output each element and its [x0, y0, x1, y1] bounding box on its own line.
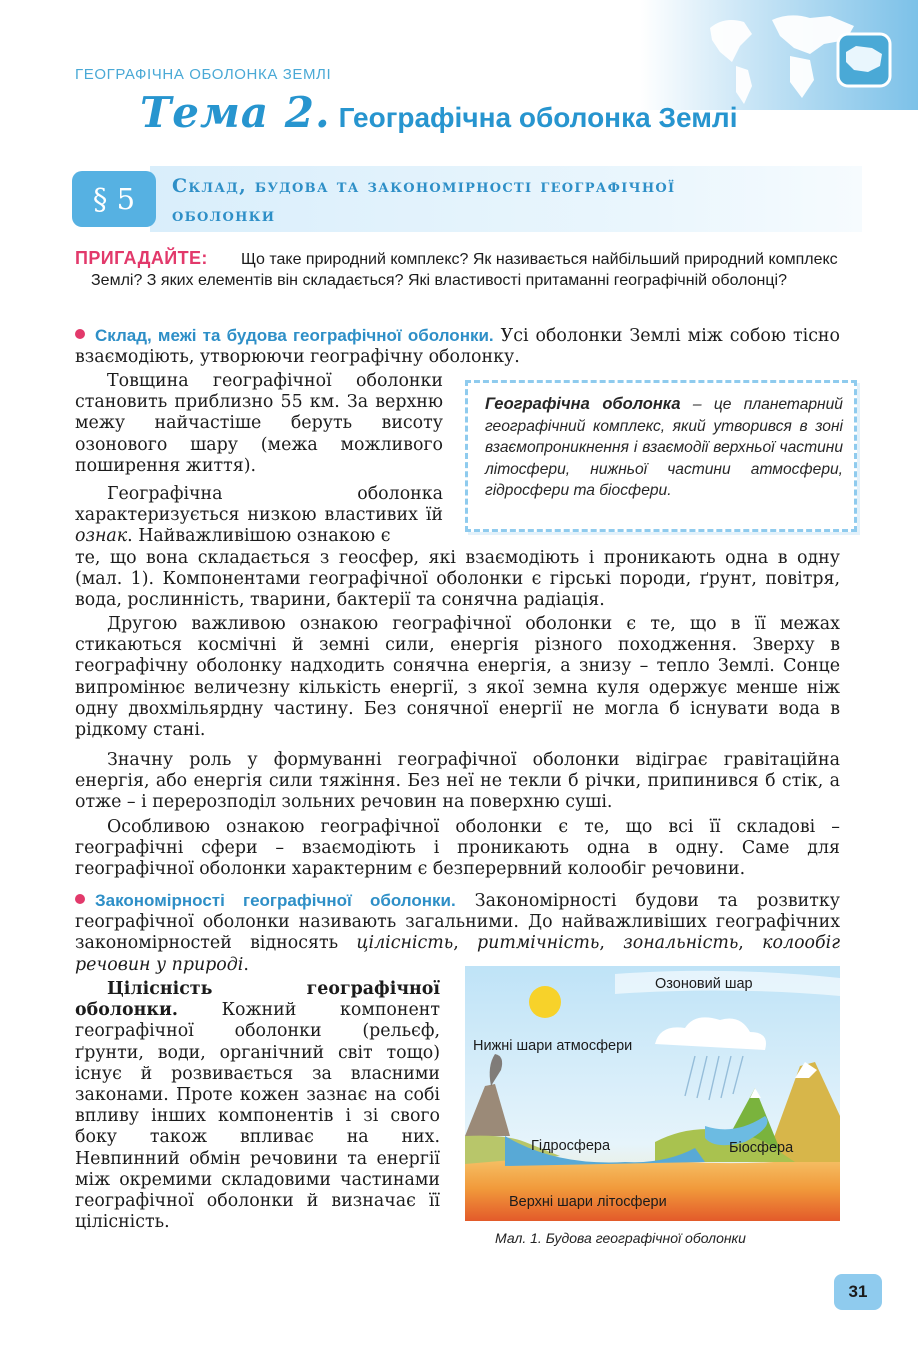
label-lithosphere: Верхні шари літосфери: [509, 1194, 667, 1210]
topic-word: Тема 2.: [140, 88, 331, 137]
figure-caption: Мал. 1. Будова географічної оболонки: [495, 1230, 746, 1246]
recall-block: [75, 248, 845, 291]
paragraph-interaction: Особливою ознакою географічної оболонки є те, що всі її складові – географічні сфери – взаємодіють і проникають одна в одну. Саме для географічної оболонки характерним є безперервний колообіг речовини.: [75, 817, 840, 880]
part1-heading-text: Усі оболонки Землі між собою тісно взаємодіють, утворюючи географічну оболонку.: [75, 326, 840, 368]
definition-text: [485, 394, 843, 502]
part2-text: Закономірності будови та розвитку географічної оболонки називають загальними. До найважливіших географічних закономірностей відносять: [75, 891, 840, 954]
integrity-heading: Цілісність географічної оболонки.: [75, 979, 440, 1021]
term-zonality: зональність: [623, 933, 739, 954]
definition-term: Географічна оболонка: [485, 395, 681, 413]
topic-title: Географічна оболонка Землі: [338, 102, 738, 133]
part2-heading: Закономірності географічної оболонки.: [95, 891, 456, 910]
label-ozone: Озоновий шар: [655, 976, 753, 992]
definition-body: – це планетарний географічний комплекс, який утворився в зоні взаємопроникнення і взаємодії верхньої частини літосфери, нижньої частини атмосфери, гідросфери та біосфери.: [485, 396, 843, 499]
integrity-text: Кожний компонент географічної оболонки (рельєф, ґрунти, води, органічний світ тощо) існує й розвивається за власними законами. Проте кожен зазнає на собі впливу інших компонентів і зі свого боку також впливає на них. Невпинний обмін речовини та енергії між окремими складовими частинами географічної оболонки й визначає її цілісність.: [75, 1000, 440, 1233]
part2-intro: Закономірності географічної оболонки. Закономірності будови та розвитку географічної оболонки називають загальними. До найважливіших географічних закономірностей відносять цілісність, ритмічність, зональність, колообіг речовин у природі.: [75, 891, 840, 975]
part1-intro: [75, 325, 840, 368]
term-integrity: цілісність: [356, 933, 454, 954]
paragraph-properties: [75, 484, 443, 548]
label-atmosphere: Нижні шари атмосфери: [473, 1038, 633, 1054]
bullet-icon: [75, 329, 85, 339]
paragraph-gravity: Значну роль у формуванні географічної оболонки відіграє гравітаційна енергія, або енергія сили тяжіння. Без неї не текли б річки, припинився б стік, а отже – і перерозподіл зольних речовин на поверхню суші.: [75, 750, 840, 813]
section-title-line1: Склад, будова та закономірності географічної: [172, 175, 676, 197]
section-title: [172, 172, 852, 230]
properties-text-after: . Найважливішою ознакою є: [127, 526, 391, 547]
paragraph-thickness: Товщина географічної оболонки становить приблизно 55 км. За верхню межу найчастіше беруть висоту озонового шару (межа можливого поширення життя).: [75, 371, 443, 476]
label-biosphere: Біосфера: [729, 1140, 794, 1156]
running-title: ГЕОГРАФІЧНА ОБОЛОНКА ЗЕМЛІ: [75, 66, 332, 83]
sun-icon: [529, 986, 561, 1018]
section-number-badge: § 5: [72, 171, 156, 227]
part1-heading: Склад, межі та будова географічної оболонки.: [95, 326, 494, 345]
term-rhythmicity: ритмічність: [477, 933, 600, 954]
definition-box: [465, 380, 857, 532]
page-number: 31: [834, 1274, 882, 1310]
recall-label: ПРИГАДАЙТЕ:: [75, 248, 208, 268]
paragraph-geospheres: те, що вона складається з геосфер, які взаємодіють і проникають одна в одну (мал. 1). Компонентами географічної оболонки є гірські породи, ґрунт, повітря, вода, рослинність, тварини, бактерії та сонячна радіація.: [75, 548, 840, 611]
paragraph-energy: Другою важливою ознакою географічної оболонки є те, що в її межах стикаються космічні й земні сили, енергія різного походження. Зверху в географічну оболонку надходить сонячна енергія, а знизу – тепло Землі. Сонце випромінює величезну кількість енергії, з якої земна куля одержує менше ніж одну двохмільярдну частину. Без сонячної енергії не могла б існувати вода в рідкому стані.: [75, 614, 840, 741]
geographic-envelope-figure: [465, 966, 840, 1221]
recall-questions: Що таке природний комплекс? Як називається найбільший природний комплекс Землі? З яких елементів він складається? Які властивості притаманні географічній оболонці?: [91, 251, 838, 289]
topic-heading: [140, 88, 737, 137]
section-title-line2: оболонки: [172, 204, 276, 226]
properties-em: ознак: [75, 526, 128, 547]
label-hydrosphere: Гідросфера: [531, 1138, 611, 1154]
term-cycle: колообіг речовин у природі: [75, 933, 840, 975]
paragraph-integrity: [75, 979, 440, 1233]
properties-text: Географічна оболонка характеризується низкою властивих їй: [75, 484, 443, 526]
bullet-icon: [75, 894, 85, 904]
